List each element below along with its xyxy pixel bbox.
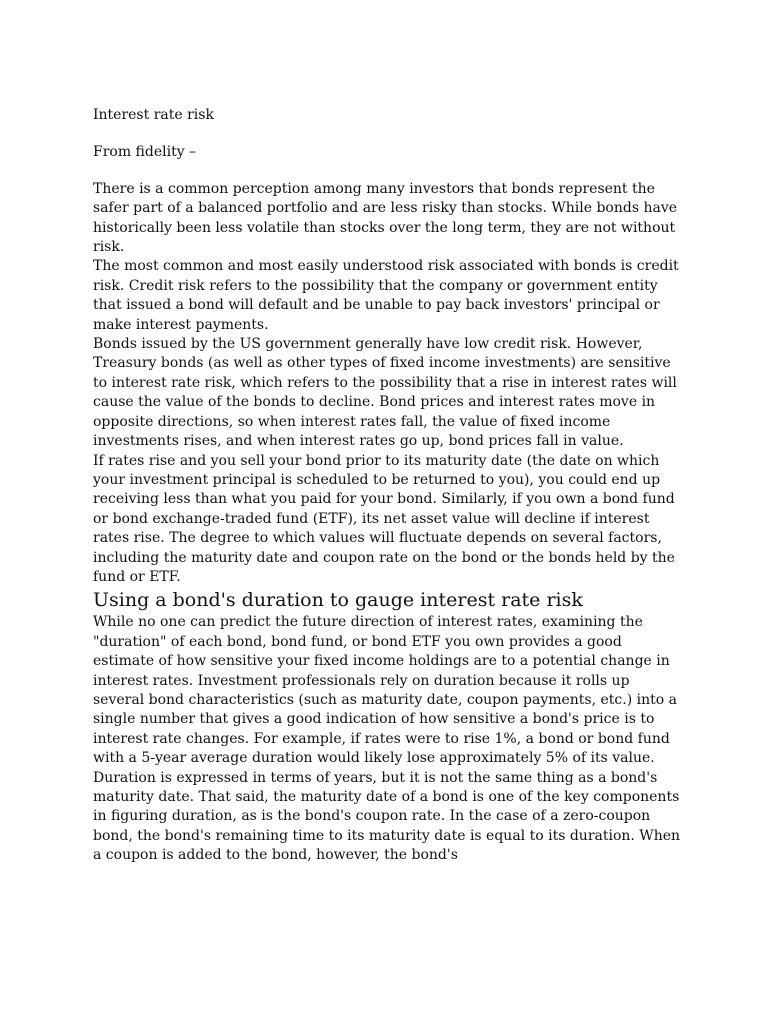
paragraph-duration-estimate: While no one can predict the future direction of interest rates, examining the "duration" of each bond, bond fund, or bond ETF you own provides a good estimate of how sensitive your fixed income holdings are to a potential change in interest rates. Investment professionals rely on duration because it rolls up several bond characteristics (such as maturity date, coupon payments, etc.) into a single number that gives a good indication of how sensitive a bond's price is to interest rate changes. For example, if rates were to rise 1%, a bond or bond fund with a 5-year average duration would likely lose approximately 5% of its value. <box>93 614 677 767</box>
paragraph-duration-years: Duration is expressed in terms of years, but it is not the same thing as a bond's maturity date. That said, the maturity date of a bond is one of the key components in figuring duration, as is the bond's coupon rate. In the case of a zero-coupon bond, the bond's remaining time to its maturity date is equal to its duration. When a coupon is added to the bond, however, the bond's <box>93 769 681 864</box>
paragraph-credit-risk: The most common and most easily understood risk associated with bonds is credit risk. Credit risk refers to the possibility that the company or government entity that issued a bond will default and be unable to pay back investors' principal or make interest payments. <box>93 258 679 333</box>
paragraph-rates-rise: If rates rise and you sell your bond prior to its maturity date (the date on which your investment principal is scheduled to be returned to you), you could end up receiving less than what you paid for your bond. Similarly, if you own a bond fund or bond exchange-traded fund (ETF), its net asset value will decline if interest rates rise. The degree to which values will fluctuate depends on several factors, including the maturity date and coupon rate on the bond or the bonds held by the fund or ETF. <box>93 452 675 585</box>
page-bottom-margin <box>0 902 768 1024</box>
source-line: From fidelity – <box>93 144 197 161</box>
section-heading-duration: Using a bond's duration to gauge interest rate risk <box>93 589 583 612</box>
document-title: Interest rate risk <box>93 107 214 123</box>
paragraph-treasury-bonds: Bonds issued by the US government generally have low credit risk. However, Treasury bonds (as well as other types of fixed income investments) are sensitive to interest rate risk, which refers to the possibility that a rise in interest rates will cause the value of the bonds to decline. Bond prices and interest rates move in opposite directions, so when interest rates fall, the value of fixed income investments rises, and when interest rates go up, bond prices fall in value. <box>93 336 677 450</box>
document-page <box>93 106 683 866</box>
paragraph-perception: There is a common perception among many investors that bonds represent the safer part of a balanced portfolio and are less risky than stocks. While bonds have historically been less volatile than stocks over the long term, they are not without risk. <box>93 180 678 256</box>
